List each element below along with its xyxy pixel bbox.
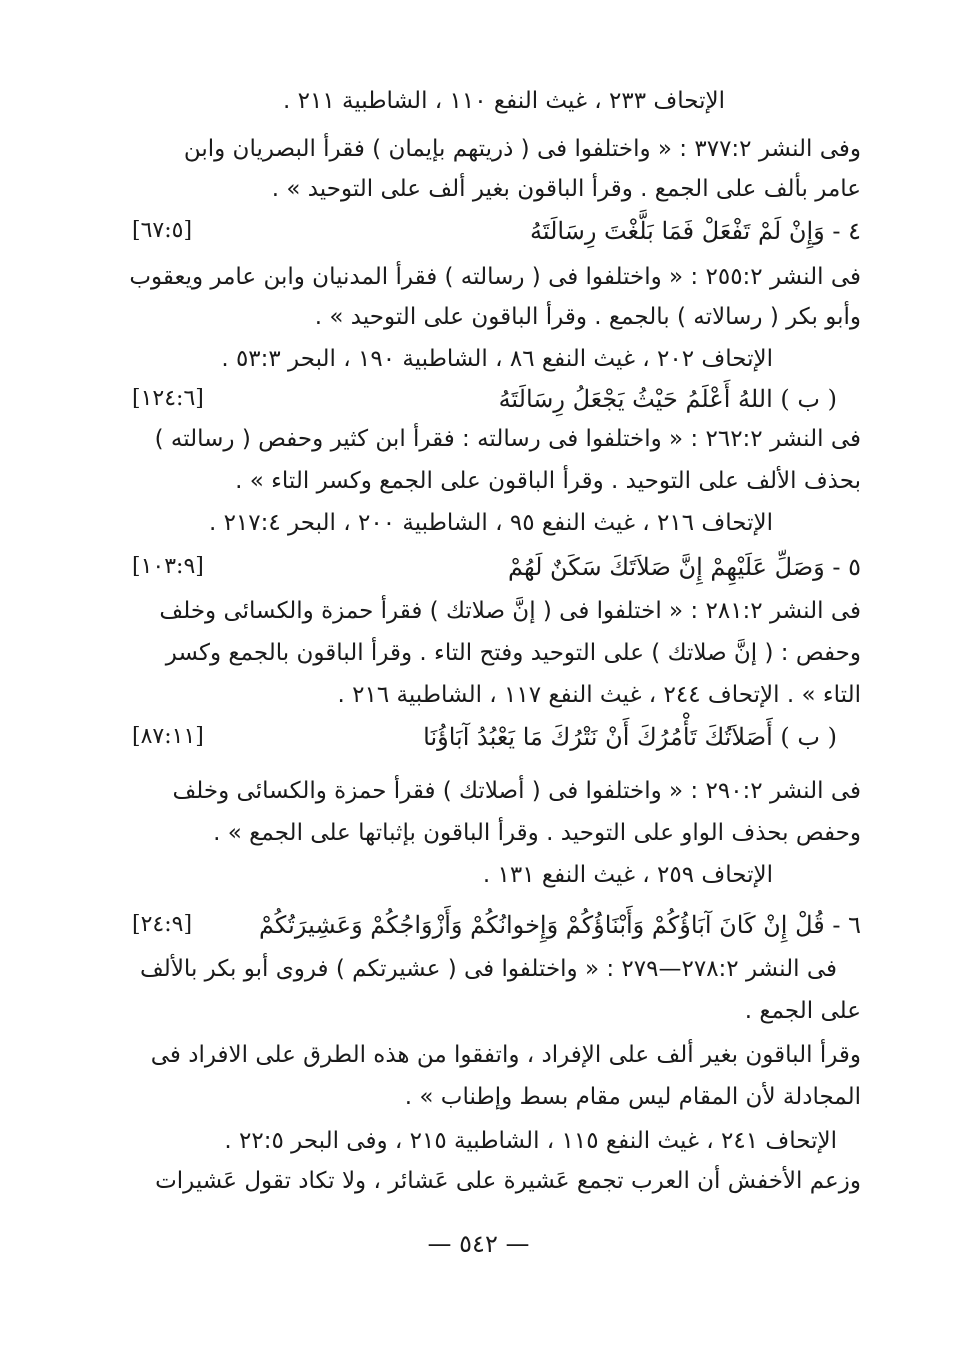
text-line: فى النشر ٢٩٠:٢ : « واختلفوا فى ( أصلاتك ) فقرأ حمزة والكسائى وخلف (172, 778, 861, 804)
text-line: التاء » . الإتحاف ٢٤٤ ، غيث النفع ١١٧ ، الشاطبية ٢١٦ . (337, 682, 861, 708)
text-line: الإتحاف ٢١٦ ، غيث النفع ٩٥ ، الشاطبية ٢٠٠ ، البحر ٢١٧:٤ . (208, 510, 773, 536)
text-line: فى النشر ٢٥٥:٢ : « واختلفوا فى ( رسالته ) فقرأ المدنيان وابن عامر ويعقوب (129, 264, 861, 290)
text-line: وقرأ الباقون بغير ألف على الإفراد ، واتفقوا من هذه الطرق على الافراد فى (150, 1042, 861, 1068)
text-line: فى النشر ٢٧٨:٢—٢٧٩ : « واختلفوا فى ( عشيرتكم ) فروى أبو بكر بالألف (140, 956, 837, 982)
text-line: وفى النشر ٣٧٧:٢ : « واختلفوا فى ( ذريتهم بإيمان ) فقرأ البصريان وابن (183, 136, 861, 162)
verse-reference: [٨٧:١١] (132, 724, 204, 749)
text-line: وحفص بحذف الواو على التوحيد . وقرأ الباقون بإثباتها على الجمع » . (213, 820, 861, 846)
verse-line: ٥ - وَصَلِّ عَلَيْهِمْ إِنَّ صَلاَتَكَ سَكَنٌ لَهُمْ [١٠٣:٩] (132, 553, 861, 581)
verse-reference: [١٠٣:٩] (132, 554, 204, 579)
verse-reference: [٦٧:٥] (132, 218, 193, 243)
text-line: فى النشر ٢٦٢:٢ : « واختلفوا فى رسالته : فقرأ ابن كثير وحفص ( رسالته ) (154, 426, 861, 452)
text-line: بحذف الألف على التوحيد . وقرأ الباقون على الجمع وكسر التاء » . (235, 468, 861, 494)
page-number: — ٥٤٢ — (427, 1230, 530, 1258)
verse-line: ٦ - قُلْ إِنْ كَانَ آبَاؤُكُمْ وَأَبْنَاؤُكُمْ وَإِخوانُكُمْ وَأَزْوَاجُكُمْ وَعَشِيرَتُكُمْ [٢٤:٩] (132, 911, 861, 939)
text-line: على الجمع . (744, 998, 861, 1024)
text-line: الإتحاف ٢٣٣ ، غيث النفع ١١٠ ، الشاطبية ٢١١ . (283, 88, 725, 114)
verse-line: ( ب ) أَصَلاَتُكَ تَأْمُرُكَ أَنْ نَتْرُكَ مَا يَعْبُدُ آبَاؤُنَا [٨٧:١١] (132, 723, 837, 751)
text-line: عامر بألف على الجمع . وقرأ الباقون بغير ألف على التوحيد » . (271, 176, 861, 202)
text-line: فى النشر ٢٨١:٢ : « اختلفوا فى ( إنَّ صلاتك ) فقرأ حمزة والكسائى وخلف (159, 598, 861, 624)
verse-reference: [٢٤:٩] (132, 912, 193, 937)
verse-line: ٤ - وَإِنْ لَمْ تَفْعَلْ فَمَا بَلَّغْتَ رِسَالَتَهُ [٦٧:٥] (132, 217, 861, 245)
verse-line: ( ب ) اللهُ أَعْلَمُ حَيْثُ يَجْعَلُ رِسَالَتَهُ [١٢٤:٦] (132, 385, 837, 413)
text-line: الإتحاف ٢٠٢ ، غيث النفع ٨٦ ، الشاطبية ١٩٠ ، البحر ٥٣:٣ . (221, 346, 773, 372)
text-line: وحفص : ( إنَّ صلاتك ) على التوحيد وفتح التاء . وقرأ الباقون بالجمع وكسر (165, 640, 861, 666)
text-line: وأبو بكر ( رسالاته ) بالجمع . وقرأ الباقون على التوحيد » . (314, 304, 861, 330)
verse-reference: [١٢٤:٦] (132, 386, 204, 411)
text-line: وزعم الأخفش أن العرب تجمع عَشيرة على عَشائر ، ولا تكاد تقول عَشيرات (155, 1168, 861, 1194)
text-line: المجادلة لأن المقام ليس مقام بسط وإطناب » . (404, 1084, 861, 1110)
text-line: الإتحاف ٢٥٩ ، غيث النفع ١٣١ . (482, 862, 773, 888)
text-line: الإتحاف ٢٤١ ، غيث النفع ١١٥ ، الشاطبية ٢١٥ ، وفى البحر ٢٢:٥ . (224, 1128, 837, 1154)
